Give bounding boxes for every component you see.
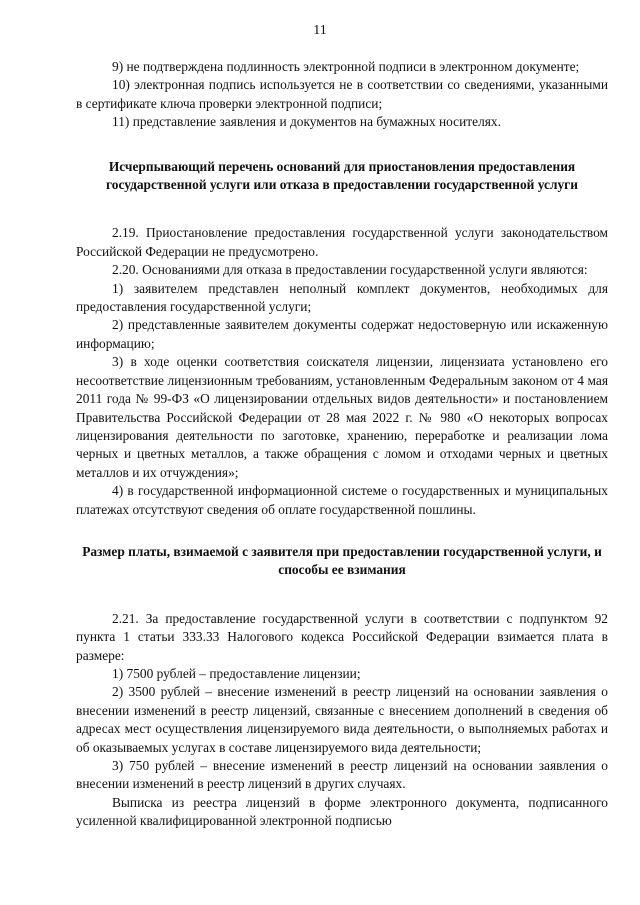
paragraph-refusal-2: 2) представленные заявителем документы содержат недостоверную или искаженную информацию;	[76, 317, 608, 351]
paragraph-refusal-3: 3) в ходе оценки соответствия соискателя лицензии, лицензиата установлено его несоответствие лицензионным требованиям, установленным Федеральным законом от 4 мая 2011 года № 99-ФЗ «О лицензировании отдельных видов деятельности» и постановлением Правительства Российской Федерации от 28 мая 2022 г. № 980 «О некоторых вопросах лицензирования деятельности по заготовке, хранению, переработке и реализации лома черных и цветных металлов, а также обращения с ломом и отходами черных и цветных металлов и их отчуждения»;	[76, 354, 608, 480]
section-heading-fee: Размер платы, взимаемой с заявителя при предоставлении государственной услуги, и способы ее взимания	[82, 543, 602, 578]
page-number: 11	[313, 23, 327, 38]
paragraph-item-10: 10) электронная подпись используется не в соответствии со сведениями, указанными в сертификате ключа проверки электронной подписи;	[76, 77, 608, 111]
spacer	[76, 580, 608, 610]
spacer	[76, 132, 608, 158]
paragraph-fee-2: 2) 3500 рублей – внесение изменений в реестр лицензий на основании заявления о внесении изменений в реестр лицензий, связанные с внесением дополнений в сведения об адресах мест осуществления лицензируемого вида деятельности, о выполняемых работах и об оказываемых услугах в составе лицензируемого вида деятельности;	[76, 684, 608, 755]
paragraph-2-20: 2.20. Основаниями для отказа в предоставлении государственной услуги являются:	[112, 262, 588, 278]
paragraph-refusal-1: 1) заявителем представлен неполный комплект документов, необходимых для предоставления государственной услуги;	[76, 280, 608, 315]
paragraph-2-21: 2.21. За предоставление государственной услуги в соответствии с подпунктом 92 пункта 1 статьи 333.33 Налогового кодекса Российской Федерации взимается плата в размере:	[76, 610, 608, 663]
spacer	[76, 194, 608, 224]
page-content	[76, 58, 608, 831]
paragraph-fee-1: 1) 7500 рублей – предоставление лицензии;	[112, 665, 361, 681]
paragraph-fee-3: 3) 750 рублей – внесение изменений в реестр лицензий на основании заявления о внесении изменений в реестр лицензий в других случаях.	[76, 758, 608, 792]
paragraph-extract: Выписка из реестра лицензий в форме электронного документа, подписанного усиленной квалифицированной электронной подписью	[76, 794, 608, 829]
paragraph-item-9: 9) не подтверждена подлинность электронной подписи в электронном документе;	[112, 59, 580, 74]
paragraph-item-11: 11) представление заявления и документов на бумажных носителях.	[112, 114, 501, 130]
paragraph-2-19: 2.19. Приостановление предоставления государственной услуги законодательством Российской Федерации не предусмотрено.	[76, 225, 608, 259]
paragraph-refusal-4: 4) в государственной информационной системе о государственных и муниципальных платежах отсутствуют сведения об оплате государственной пошлины.	[76, 483, 608, 517]
spacer	[76, 519, 608, 543]
section-heading-suspension: Исчерпывающий перечень оснований для приостановления предоставления государственной услуги или отказа в предоставлении государственной услуги	[106, 158, 578, 193]
